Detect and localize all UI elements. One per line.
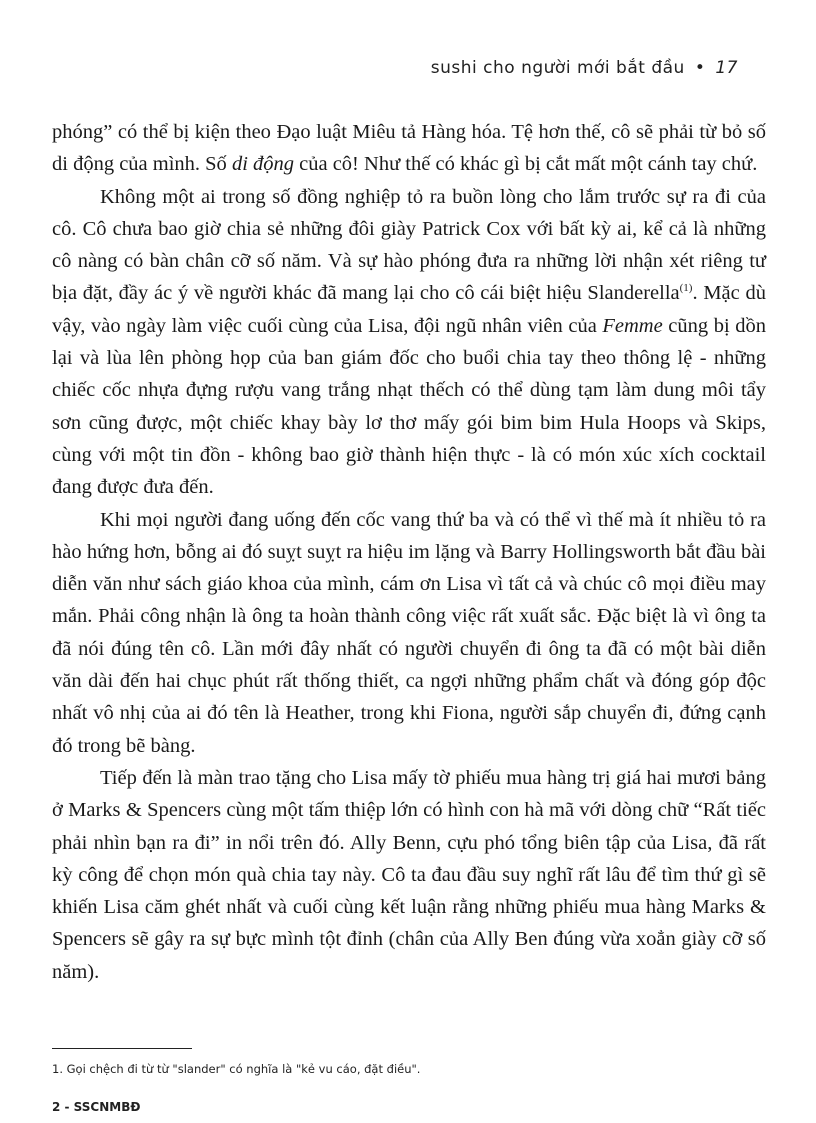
footnote-divider [52,1048,192,1049]
p1-text-a: phóng” có thể bị kiện theo Đạo luật Miêu tả Hàng hóa. Tệ hơn thế, cô sẽ phải từ bỏ số di động của mình. Số [52,121,766,176]
p2-text-c: cũng bị dồn lại và lùa lên phòng họp của ban giám đốc cho buổi chia tay theo thông lệ - những chiếc cốc nhựa đựng rượu vang trắng nhạt thếch có thể dùng tạm làm dung môi tẩy sơn cũng được, một chiếc khay bày lơ thơ mấy gói bim bim Hula Hoops và Skips, cùng với một tin đồn - không bao giờ thành hiện thực - là có món xúc xích cocktail đang được đưa đến. [52,314,766,499]
running-header [431,58,738,78]
p2-emphasis: Femme [602,314,663,337]
paragraph-4: Tiếp đến là màn trao tặng cho Lisa mấy tờ phiếu mua hàng trị giá hai mươi bảng ở Marks & Spencers cùng một tấm thiệp lớn có hình con hà mã với dòng chữ “Rất tiếc phải nhìn bạn ra đi” in nổi trên đó. Ally Benn, cựu phó tổng biên tập của Lisa, đã rất kỳ công để chọn món quà chia tay này. Cô ta đau đầu suy nghĩ rất lâu để tìm thứ gì sẽ khiến Lisa căm ghét nhất và cuối cùng kết luận rằng những phiếu mua hàng Marks & Spencers sẽ gây ra sự bực mình tột đỉnh (chân của Ally Ben đúng vừa xoẳn giày cỡ số năm). [52,766,766,983]
p1-text-b: của cô! Như thế có khác gì bị cắt mất một cánh tay chứ. [294,153,758,176]
signature-label: 2 - SSCNMBĐ [52,1100,141,1114]
paragraph-2 [52,181,766,504]
book-title: sushi cho người mới bắt đầu [430,58,685,78]
paragraph-1 [52,116,766,181]
p2-text-a: Không một ai trong số đồng nghiệp tỏ ra buồn lòng cho lắm trước sự ra đi của cô. Cô chưa bao giờ chia sẻ những đôi giày Patrick Cox với bất kỳ ai, kể cả là những cô nàng có bàn chân cỡ số năm. Và sự hào phóng đưa ra những lời nhận xét riêng tư bịa đặt, đầy ác ý về người khác đã mang lại cho cô cái biệt hiệu Slanderella [52,185,766,305]
page-number: 17 [715,58,738,78]
footnote-ref: (1) [679,282,693,295]
p2-text-b: . Mặc dù vậy, vào ngày làm việc cuối cùng của Lisa, đội ngũ nhân viên của [52,282,766,337]
body-text [52,116,766,988]
paragraph-3: Khi mọi người đang uống đến cốc vang thứ ba và có thể vì thế mà ít nhiều tỏ ra hào hứng hơn, bỗng ai đó suỵt suỵt ra hiệu im lặng và Barry Hollingsworth bắt đầu bài diễn văn như sách giáo khoa của mình, cám ơn Lisa vì tất cả và chúc cô mọi điều may mắn. Phải công nhận là ông ta hoàn thành công việc rất xuất sắc. Đặc biệt là vì ông ta đã nói đúng tên cô. Lần mới đây nhất có người chuyển đi ông ta đã có một bài diễn văn dài đến hai chục phút rất thống thiết, ca ngợi những phẩm chất và đóng góp độc nhất vô nhị của ai đó tên là Heather, trong khi Fiona, người sắp chuyển đi, đứng cạnh đó trong bẽ bàng. [52,508,766,757]
header-separator: • [694,58,706,78]
p1-emphasis: di động [231,153,295,176]
footnote: 1. Gọi chệch đi từ từ "slander" có nghĩa là "kẻ vu cáo, đặt điều". [52,1062,421,1076]
